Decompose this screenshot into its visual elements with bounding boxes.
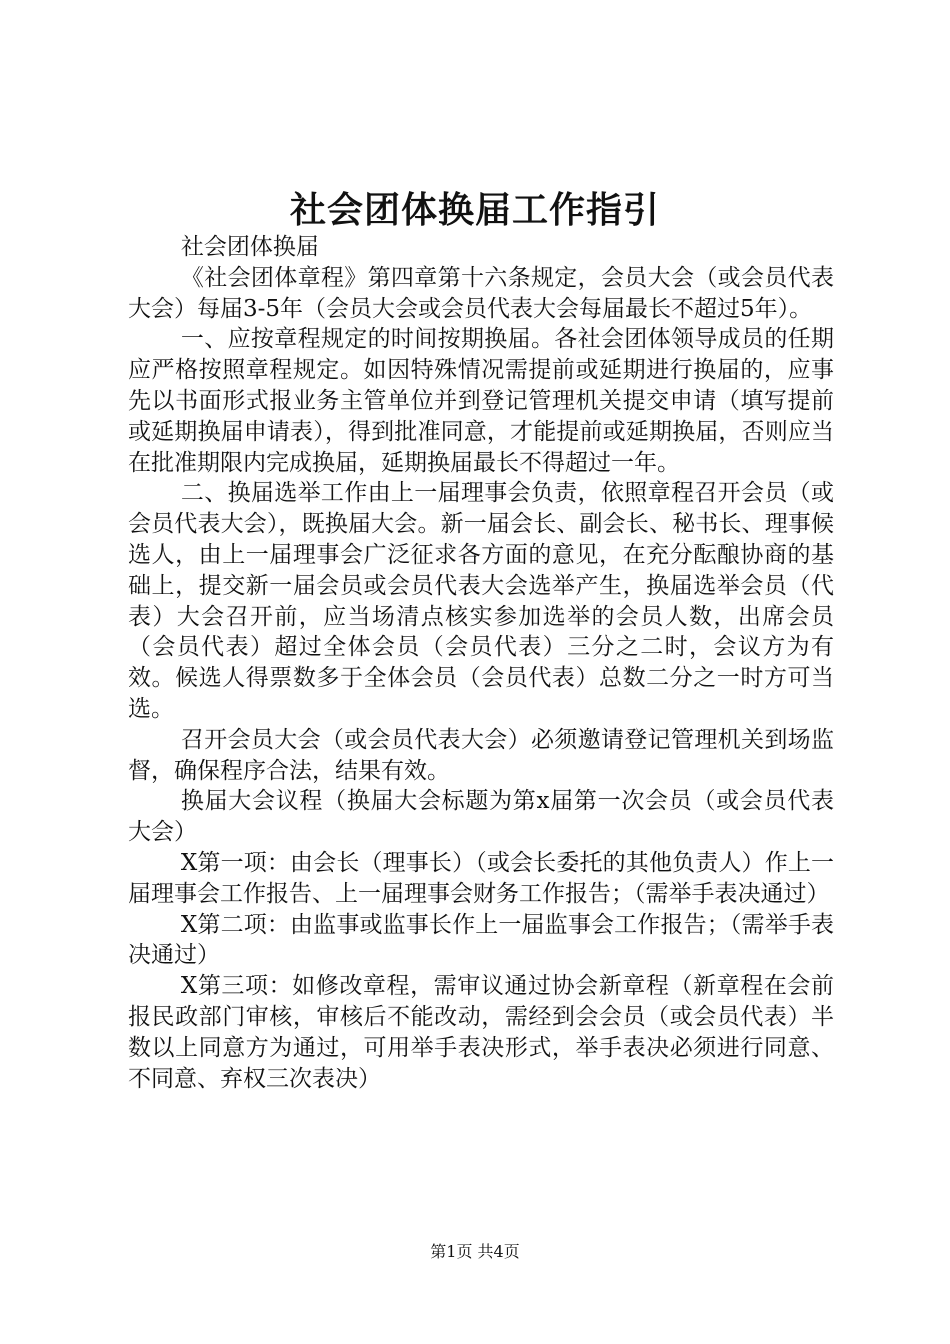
paragraph: 召开会员大会（或会员代表大会）必须邀请登记管理机关到场监督，确保程序合法，结果有效。	[128, 726, 834, 784]
paragraph: X第三项：如修改章程，需审议通过协会新章程（新章程在会前报民政部门审核，审核后不能改动，需经到会会员（或会员代表）半数以上同意方为通过，可用举手表决形式，举手表决必须进行同意、不同意、弃权三次表决）	[128, 973, 834, 1092]
document-body	[128, 232, 834, 1094]
paragraph: 《社会团体章程》第四章第十六条规定，会员大会（或会员代表大会）每届3-5年（会员大会或会员代表大会每届最长不超过5年）。	[128, 264, 834, 322]
paragraph: X第一项：由会长（理事长）（或会长委托的其他负责人）作上一届理事会工作报告、上一届理事会财务工作报告；（需举手表决通过）	[128, 849, 834, 907]
paragraph: 换届大会议程（换届大会标题为第x届第一次会员（或会员代表大会）	[128, 788, 834, 846]
paragraph: 二、换届选举工作由上一届理事会负责，依照章程召开会员（或会员代表大会），既换届大会。新一届会长、副会长、秘书长、理事候选人，由上一届理事会广泛征求各方面的意见，在充分酝酿协商的基础上，提交新一届会员或会员代表大会选举产生，换届选举会员（代表）大会召开前，应当场清点核实参加选举的会员人数，出席会员（会员代表）超过全体会员（会员代表）三分之二时，会议方为有效。候选人得票数多于全体会员（会员代表）总数二分之一时方可当选。	[128, 480, 834, 722]
paragraph: 一、应按章程规定的时间按期换届。各社会团体领导成员的任期应严格按照章程规定。如因特殊情况需提前或延期进行换届的，应事先以书面形式报业务主管单位并到登记管理机关提交申请（填写提前或延期换届申请表），得到批准同意，才能提前或延期换届，否则应当在批准期限内完成换届，延期换届最长不得超过一年。	[128, 326, 834, 476]
page-footer: 第1页 共4页	[430, 1242, 520, 1261]
document-title: 社会团体换届工作指引	[289, 189, 660, 231]
paragraph: 社会团体换届	[180, 234, 319, 260]
paragraph: X第二项：由监事或监事长作上一届监事会工作报告；（需举手表决通过）	[128, 911, 834, 969]
